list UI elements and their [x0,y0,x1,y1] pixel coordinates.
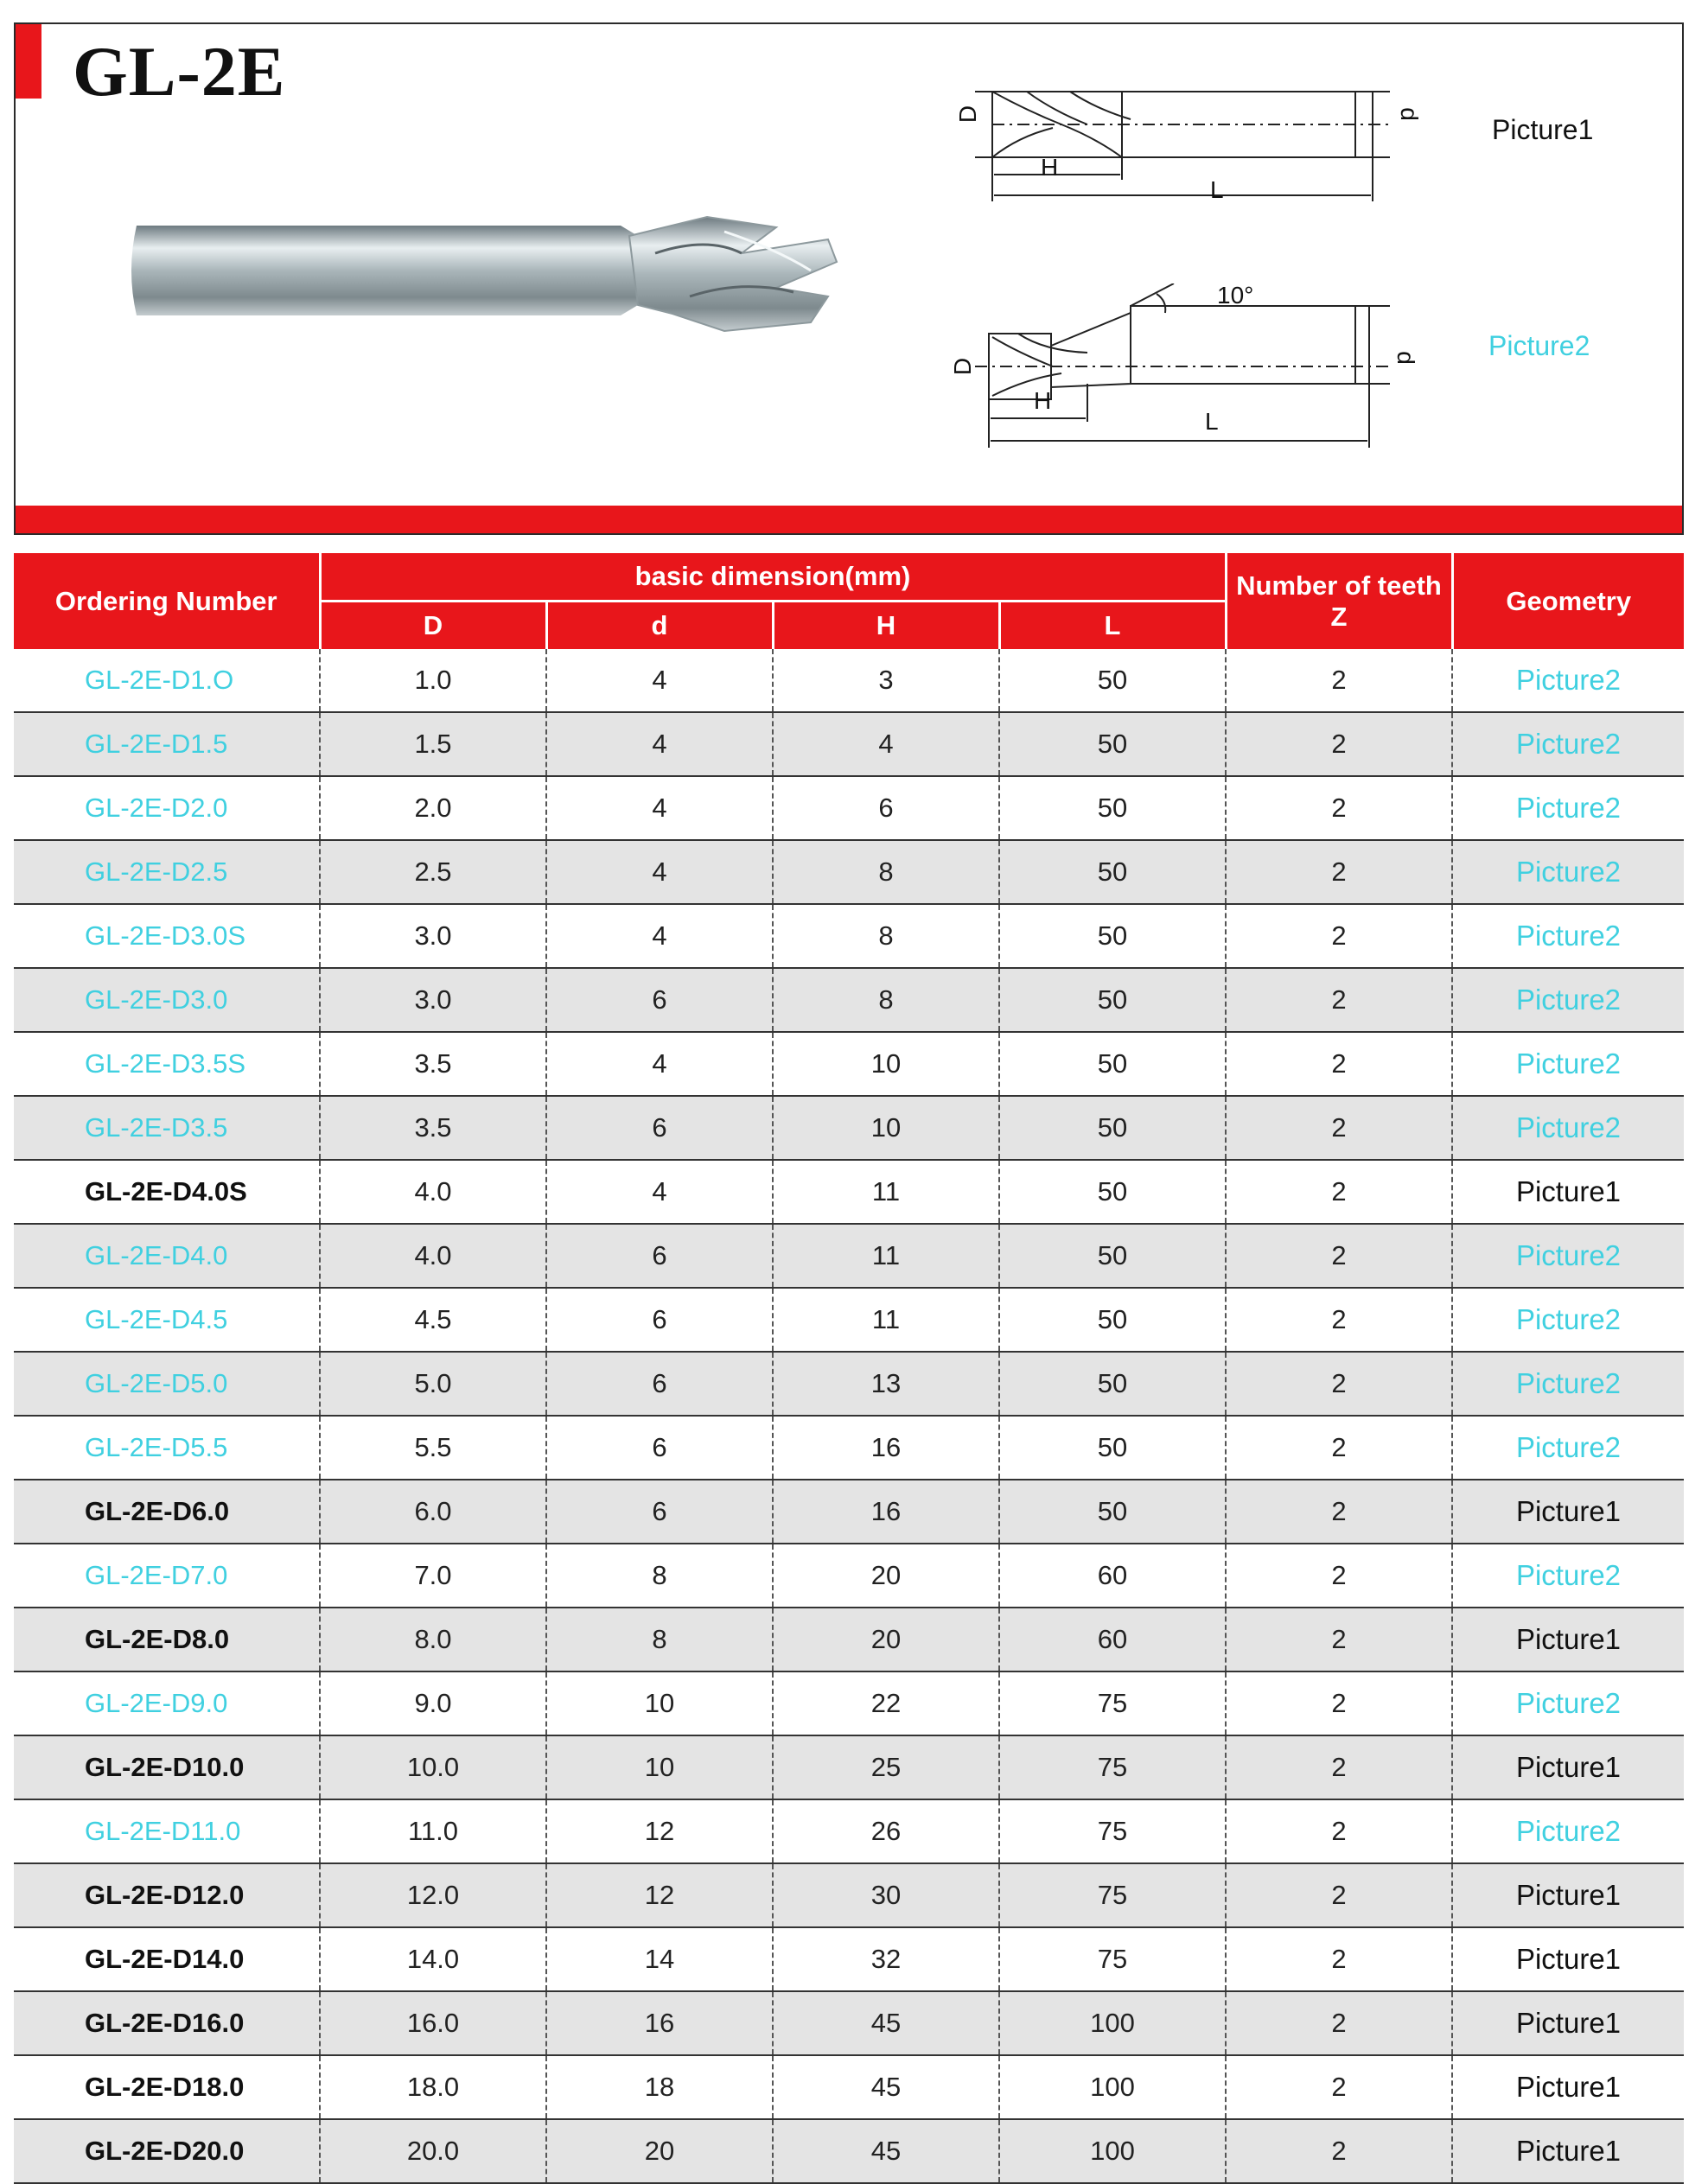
geometry-cell: Picture1 [1452,1735,1684,1799]
product-header-panel [14,22,1684,535]
H-cell: 8 [773,968,999,1032]
teeth-cell: 2 [1226,1288,1452,1352]
L-cell: 75 [999,1927,1226,1991]
H-cell: 45 [773,1991,999,2055]
ordering-number-cell: GL-2E-D3.0S [14,904,320,968]
H-cell: 32 [773,1927,999,1991]
table-row [14,1480,1684,1544]
ordering-number-cell: GL-2E-D3.0 [14,968,320,1032]
d-cell: 4 [546,1032,773,1096]
H-cell: 26 [773,1799,999,1863]
geometry-cell: Picture2 [1452,712,1684,776]
D-cell: 11.0 [320,1799,546,1863]
table-row [14,1096,1684,1160]
H-cell: 16 [773,1480,999,1544]
teeth-cell: 2 [1226,1863,1452,1927]
L-cell: 75 [999,1799,1226,1863]
header-geometry: Geometry [1452,553,1684,649]
dim-d-label-1: d [1395,107,1423,121]
teeth-cell: 2 [1226,1224,1452,1288]
geometry-cell: Picture1 [1452,1480,1684,1544]
table-row [14,649,1684,712]
d-cell: 6 [546,1096,773,1160]
ordering-number-cell: GL-2E-D20.0 [14,2119,320,2183]
teeth-cell: 2 [1226,712,1452,776]
ordering-number-cell: GL-2E-D18.0 [14,2055,320,2119]
teeth-cell: 2 [1226,904,1452,968]
table-row [14,1927,1684,1991]
L-cell: 50 [999,649,1226,712]
d-cell: 10 [546,1671,773,1735]
H-cell: 30 [773,1863,999,1927]
picture1-drawing [923,85,1459,240]
D-cell: 16.0 [320,1991,546,2055]
D-cell: 7.0 [320,1544,546,1608]
teeth-cell: 2 [1226,1608,1452,1671]
ordering-number-cell: GL-2E-D9.0 [14,1671,320,1735]
end-mill-photo [119,201,863,340]
table-row [14,1544,1684,1608]
L-cell: 100 [999,2119,1226,2183]
geometry-cell: Picture2 [1452,1416,1684,1480]
ordering-number-cell: GL-2E-D10.0 [14,1735,320,1799]
geometry-cell: Picture2 [1452,1096,1684,1160]
picture1-label: Picture1 [1492,114,1594,145]
teeth-cell: 2 [1226,649,1452,712]
H-cell: 4 [773,712,999,776]
teeth-cell: 2 [1226,1480,1452,1544]
ordering-number-cell: GL-2E-D16.0 [14,1991,320,2055]
table-row [14,1799,1684,1863]
spec-table [14,553,1684,2184]
dim-L-label-1: L [1210,176,1224,203]
header-d: d [546,602,773,650]
L-cell: 50 [999,1416,1226,1480]
L-cell: 60 [999,1608,1226,1671]
geometry-cell: Picture2 [1452,904,1684,968]
ordering-number-cell: GL-2E-D6.0 [14,1480,320,1544]
D-cell: 3.5 [320,1096,546,1160]
geometry-cell: Picture2 [1452,1799,1684,1863]
teeth-cell: 2 [1226,840,1452,904]
d-cell: 8 [546,1544,773,1608]
geometry-cell: Picture1 [1452,1991,1684,2055]
H-cell: 10 [773,1096,999,1160]
ordering-number-cell: GL-2E-D4.0 [14,1224,320,1288]
D-cell: 20.0 [320,2119,546,2183]
dim-H-label-2: H [1034,387,1052,414]
L-cell: 50 [999,712,1226,776]
table-row [14,840,1684,904]
table-row [14,1288,1684,1352]
table-row [14,2055,1684,2119]
H-cell: 45 [773,2119,999,2183]
D-cell: 5.0 [320,1352,546,1416]
D-cell: 10.0 [320,1735,546,1799]
L-cell: 50 [999,1032,1226,1096]
L-cell: 50 [999,1096,1226,1160]
ordering-number-cell: GL-2E-D3.5S [14,1032,320,1096]
d-cell: 4 [546,904,773,968]
geometry-cell: Picture2 [1452,1671,1684,1735]
header-basic-dimension: basic dimension(mm) [320,553,1226,602]
H-cell: 20 [773,1544,999,1608]
geometry-cell: Picture2 [1452,1352,1684,1416]
D-cell: 1.5 [320,712,546,776]
D-cell: 4.5 [320,1288,546,1352]
ordering-number-cell: GL-2E-D7.0 [14,1544,320,1608]
header-L: L [999,602,1226,650]
d-cell: 4 [546,776,773,840]
teeth-cell: 2 [1226,1927,1452,1991]
teeth-cell: 2 [1226,1799,1452,1863]
geometry-cell: Picture2 [1452,1032,1684,1096]
D-cell: 3.0 [320,968,546,1032]
H-cell: 8 [773,840,999,904]
D-cell: 12.0 [320,1863,546,1927]
H-cell: 16 [773,1416,999,1480]
dim-D-label-2: D [949,357,977,376]
header-number-of-teeth: Number of teeth Z [1226,553,1452,649]
table-row [14,1671,1684,1735]
L-cell: 50 [999,968,1226,1032]
L-cell: 75 [999,1735,1226,1799]
header-D: D [320,602,546,650]
header-H: H [773,602,999,650]
H-cell: 13 [773,1352,999,1416]
dim-L-label-2: L [1205,408,1219,435]
header-red-bar [16,506,1682,533]
accent-mark [16,24,41,99]
d-cell: 6 [546,1416,773,1480]
D-cell: 9.0 [320,1671,546,1735]
ordering-number-cell: GL-2E-D8.0 [14,1608,320,1671]
table-row [14,1735,1684,1799]
D-cell: 4.0 [320,1224,546,1288]
D-cell: 3.0 [320,904,546,968]
table-row [14,1352,1684,1416]
D-cell: 18.0 [320,2055,546,2119]
ordering-number-cell: GL-2E-D5.0 [14,1352,320,1416]
table-row [14,712,1684,776]
d-cell: 4 [546,1160,773,1224]
geometry-cell: Picture2 [1452,840,1684,904]
ordering-number-cell: GL-2E-D14.0 [14,1927,320,1991]
H-cell: 3 [773,649,999,712]
teeth-cell: 2 [1226,1671,1452,1735]
ordering-number-cell: GL-2E-D4.0S [14,1160,320,1224]
table-row [14,1032,1684,1096]
geometry-cell: Picture2 [1452,776,1684,840]
D-cell: 2.0 [320,776,546,840]
picture2-label: Picture2 [1488,330,1590,361]
table-row [14,968,1684,1032]
dim-H-label-1: H [1041,154,1059,181]
geometry-cell: Picture2 [1452,1288,1684,1352]
L-cell: 75 [999,1671,1226,1735]
teeth-cell: 2 [1226,1735,1452,1799]
H-cell: 45 [773,2055,999,2119]
H-cell: 8 [773,904,999,968]
d-cell: 4 [546,712,773,776]
D-cell: 6.0 [320,1480,546,1544]
d-cell: 6 [546,1288,773,1352]
geometry-cell: Picture2 [1452,649,1684,712]
d-cell: 8 [546,1608,773,1671]
H-cell: 22 [773,1671,999,1735]
teeth-cell: 2 [1226,1352,1452,1416]
ordering-number-cell: GL-2E-D2.5 [14,840,320,904]
d-cell: 6 [546,1224,773,1288]
teeth-cell: 2 [1226,1416,1452,1480]
geometry-cell: Picture1 [1452,1927,1684,1991]
L-cell: 60 [999,1544,1226,1608]
D-cell: 1.0 [320,649,546,712]
H-cell: 6 [773,776,999,840]
H-cell: 11 [773,1160,999,1224]
L-cell: 50 [999,776,1226,840]
geometry-cell: Picture1 [1452,1608,1684,1671]
teeth-cell: 2 [1226,968,1452,1032]
teeth-cell: 2 [1226,1160,1452,1224]
ordering-number-cell: GL-2E-D4.5 [14,1288,320,1352]
L-cell: 50 [999,840,1226,904]
H-cell: 20 [773,1608,999,1671]
D-cell: 8.0 [320,1608,546,1671]
ordering-number-cell: GL-2E-D12.0 [14,1863,320,1927]
teeth-cell: 2 [1226,2119,1452,2183]
d-cell: 6 [546,968,773,1032]
teeth-cell: 2 [1226,1991,1452,2055]
table-row [14,1416,1684,1480]
table-row [14,904,1684,968]
L-cell: 50 [999,1352,1226,1416]
d-cell: 6 [546,1352,773,1416]
H-cell: 11 [773,1288,999,1352]
d-cell: 4 [546,840,773,904]
H-cell: 11 [773,1224,999,1288]
ordering-number-cell: GL-2E-D11.0 [14,1799,320,1863]
d-cell: 6 [546,1480,773,1544]
teeth-cell: 2 [1226,1544,1452,1608]
geometry-cell: Picture1 [1452,2055,1684,2119]
product-title: GL-2E [73,32,286,111]
picture2-drawing [923,283,1459,474]
table-row [14,1991,1684,2055]
L-cell: 100 [999,1991,1226,2055]
d-cell: 14 [546,1927,773,1991]
teeth-cell: 2 [1226,2055,1452,2119]
ordering-number-cell: GL-2E-D1.O [14,649,320,712]
geometry-cell: Picture1 [1452,1863,1684,1927]
d-cell: 20 [546,2119,773,2183]
ordering-number-cell: GL-2E-D1.5 [14,712,320,776]
d-cell: 12 [546,1863,773,1927]
d-cell: 18 [546,2055,773,2119]
d-cell: 12 [546,1799,773,1863]
table-row [14,1160,1684,1224]
table-row [14,1224,1684,1288]
D-cell: 3.5 [320,1032,546,1096]
geometry-cell: Picture1 [1452,1160,1684,1224]
d-cell: 10 [546,1735,773,1799]
d-cell: 4 [546,649,773,712]
L-cell: 75 [999,1863,1226,1927]
header-ordering-number: Ordering Number [14,553,320,649]
table-row [14,1863,1684,1927]
geometry-cell: Picture1 [1452,2119,1684,2183]
teeth-cell: 2 [1226,1096,1452,1160]
geometry-cell: Picture2 [1452,1224,1684,1288]
ordering-number-cell: GL-2E-D3.5 [14,1096,320,1160]
D-cell: 2.5 [320,840,546,904]
L-cell: 50 [999,904,1226,968]
H-cell: 10 [773,1032,999,1096]
geometry-cell: Picture2 [1452,1544,1684,1608]
dim-d-label-2: d [1392,351,1419,365]
d-cell: 16 [546,1991,773,2055]
table-row [14,2119,1684,2183]
angle-label: 10° [1217,282,1254,309]
L-cell: 50 [999,1288,1226,1352]
L-cell: 100 [999,2055,1226,2119]
H-cell: 25 [773,1735,999,1799]
L-cell: 50 [999,1480,1226,1544]
spec-table-body [14,649,1684,2183]
dim-D-label-1: D [954,105,982,124]
teeth-cell: 2 [1226,776,1452,840]
L-cell: 50 [999,1160,1226,1224]
ordering-number-cell: GL-2E-D5.5 [14,1416,320,1480]
geometry-cell: Picture2 [1452,968,1684,1032]
table-row [14,1608,1684,1671]
ordering-number-cell: GL-2E-D2.0 [14,776,320,840]
teeth-cell: 2 [1226,1032,1452,1096]
table-row [14,776,1684,840]
L-cell: 50 [999,1224,1226,1288]
D-cell: 14.0 [320,1927,546,1991]
D-cell: 4.0 [320,1160,546,1224]
D-cell: 5.5 [320,1416,546,1480]
